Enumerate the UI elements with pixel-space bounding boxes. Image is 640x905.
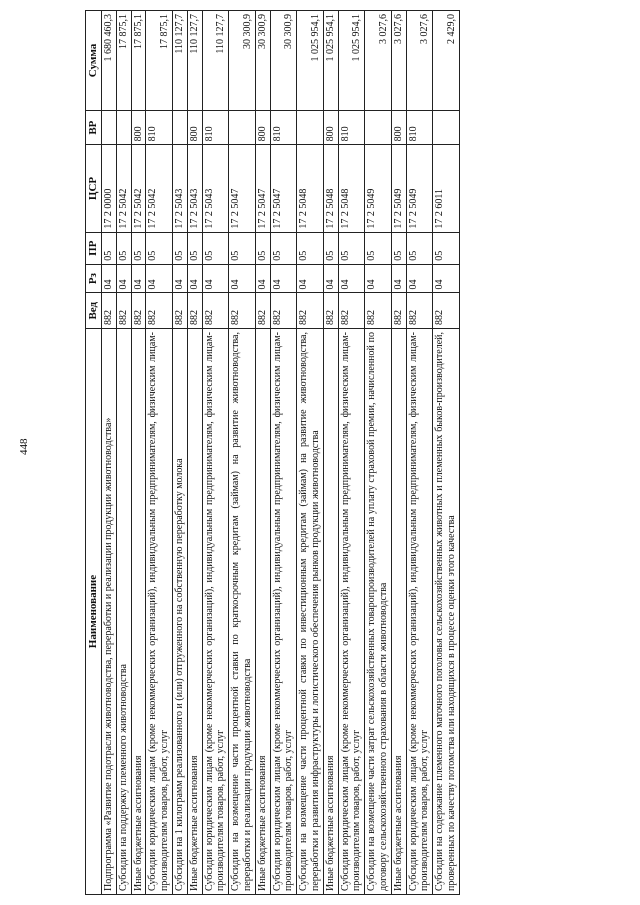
header-vr: ВР — [86, 110, 102, 144]
cell-vr — [172, 110, 187, 144]
cell-csr: 17 2 5047 — [229, 145, 256, 232]
cell-pr: 05 — [391, 232, 406, 264]
cell-csr: 17 2 5049 — [391, 145, 406, 232]
cell-pr: 05 — [172, 232, 187, 264]
cell-pr: 05 — [101, 232, 116, 264]
header-pr: ПР — [86, 232, 102, 264]
table-row — [406, 11, 433, 895]
table-row — [338, 11, 365, 895]
cell-name: Иные бюджетные ассигнования — [131, 329, 146, 895]
cell-vr: 810 — [406, 110, 433, 144]
cell-name: Субсидии юридическим лицам (кроме некоммерческих организаций), индивидуальным предпринимателям, физическим лицам-производителям товаров, работ, услуг — [406, 329, 433, 895]
table-row — [202, 11, 229, 895]
cell-csr: 17 2 5043 — [187, 145, 202, 232]
cell-pr: 05 — [338, 232, 365, 264]
cell-ved: 882 — [338, 293, 365, 329]
cell-pr: 05 — [323, 232, 338, 264]
table-row — [433, 11, 460, 895]
cell-vr — [365, 110, 392, 144]
cell-sum: 110 127,7 — [172, 11, 187, 111]
cell-ved: 882 — [202, 293, 229, 329]
cell-csr: 17 2 5048 — [338, 145, 365, 232]
cell-csr: 17 2 5042 — [116, 145, 131, 232]
cell-pr: 05 — [202, 232, 229, 264]
table-row — [270, 11, 297, 895]
cell-ved: 882 — [116, 293, 131, 329]
table-body — [101, 11, 459, 895]
cell-name: Иные бюджетные ассигнования — [255, 329, 270, 895]
cell-pr: 05 — [365, 232, 392, 264]
cell-pr: 05 — [406, 232, 433, 264]
cell-vr: 800 — [131, 110, 146, 144]
cell-csr: 17 2 5042 — [146, 145, 173, 232]
cell-ved: 882 — [433, 293, 460, 329]
cell-csr: 17 2 5047 — [255, 145, 270, 232]
cell-name: Субсидии на поддержку племенного животноводства — [116, 329, 131, 895]
cell-name: Субсидии юридическим лицам (кроме некоммерческих организаций), индивидуальным предпринимателям, физическим лицам-производителям товаров, работ, услуг — [146, 329, 173, 895]
page-number: 448 — [18, 438, 30, 455]
cell-sum: 17 875,1 — [146, 11, 173, 111]
cell-vr — [116, 110, 131, 144]
cell-rz: 04 — [270, 264, 297, 293]
budget-table-page — [85, 10, 635, 895]
header-ved: Вед — [86, 293, 102, 329]
cell-ved: 882 — [297, 293, 324, 329]
cell-vr: 810 — [146, 110, 173, 144]
cell-name: Субсидии юридическим лицам (кроме некоммерческих организаций), индивидуальным предпринимателям, физическим лицам-производителям товаров, работ, услуг — [202, 329, 229, 895]
table-header-row — [86, 11, 102, 895]
cell-sum: 1 025 954,1 — [323, 11, 338, 111]
cell-sum: 30 300,9 — [229, 11, 256, 111]
cell-name: Субсидии на возмещение части процентной ставки по инвестиционным кредитам (займам) на развитие животноводства, переработки и развития инфраструктуры и логистического обеспечения рынков продукции животноводства — [297, 329, 324, 895]
cell-name: Субсидии на возмещение части затрат сельскохозяйственных товаропроизводителей на уплату страховой премии, начисленной по договору сельскохозяйственного страхования в области животноводства — [365, 329, 392, 895]
cell-csr: 17 2 5049 — [406, 145, 433, 232]
cell-vr: 810 — [202, 110, 229, 144]
cell-name: Субсидии на возмещение части процентной ставки по краткосрочным кредитам (займам) на развитие животноводства, переработки и реализации продукции животноводства — [229, 329, 256, 895]
header-name: Наименование — [86, 329, 102, 895]
cell-ved: 882 — [187, 293, 202, 329]
cell-pr: 05 — [187, 232, 202, 264]
cell-name: Субсидии на содержание племенного маточного поголовья сельскохозяйственных животных и племенных быков-производителей, проверенных по качеству потомства или находящихся в процессе оценки этого качества — [433, 329, 460, 895]
table-row — [187, 11, 202, 895]
cell-rz: 04 — [131, 264, 146, 293]
cell-name: Иные бюджетные ассигнования — [323, 329, 338, 895]
budget-table — [85, 10, 460, 895]
cell-vr: 800 — [255, 110, 270, 144]
cell-vr: 800 — [391, 110, 406, 144]
cell-vr: 810 — [270, 110, 297, 144]
cell-ved: 882 — [131, 293, 146, 329]
rotated-table-container — [85, 10, 635, 895]
table-row — [323, 11, 338, 895]
cell-vr — [297, 110, 324, 144]
header-rz: Рз — [86, 264, 102, 293]
cell-ved: 882 — [406, 293, 433, 329]
cell-rz: 04 — [406, 264, 433, 293]
table-row — [297, 11, 324, 895]
cell-vr — [101, 110, 116, 144]
cell-ved: 882 — [270, 293, 297, 329]
table-row — [391, 11, 406, 895]
cell-rz: 04 — [202, 264, 229, 293]
cell-rz: 04 — [323, 264, 338, 293]
cell-rz: 04 — [146, 264, 173, 293]
cell-ved: 882 — [146, 293, 173, 329]
cell-vr — [229, 110, 256, 144]
cell-vr: 800 — [187, 110, 202, 144]
cell-sum: 110 127,7 — [202, 11, 229, 111]
cell-pr: 05 — [146, 232, 173, 264]
header-csr: ЦСР — [86, 145, 102, 232]
cell-pr: 05 — [255, 232, 270, 264]
cell-rz: 04 — [101, 264, 116, 293]
cell-vr: 800 — [323, 110, 338, 144]
cell-rz: 04 — [116, 264, 131, 293]
cell-rz: 04 — [255, 264, 270, 293]
cell-sum: 1 025 954,1 — [297, 11, 324, 111]
cell-pr: 05 — [297, 232, 324, 264]
table-row — [172, 11, 187, 895]
cell-sum: 1 680 460,3 — [101, 11, 116, 111]
cell-pr: 05 — [433, 232, 460, 264]
cell-rz: 04 — [433, 264, 460, 293]
cell-name: Субсидии юридическим лицам (кроме некоммерческих организаций), индивидуальным предпринимателям, физическим лицам-производителям товаров, работ, услуг — [338, 329, 365, 895]
table-row — [116, 11, 131, 895]
cell-rz: 04 — [365, 264, 392, 293]
table-row — [131, 11, 146, 895]
cell-csr: 17 2 5047 — [270, 145, 297, 232]
cell-ved: 882 — [323, 293, 338, 329]
cell-name: Иные бюджетные ассигнования — [391, 329, 406, 895]
cell-csr: 17 2 5048 — [297, 145, 324, 232]
cell-name: Подпрограмма «Развитие подотрасли животноводства, переработки и реализации продукции животноводства» — [101, 329, 116, 895]
cell-name: Иные бюджетные ассигнования — [187, 329, 202, 895]
cell-vr — [433, 110, 460, 144]
cell-pr: 05 — [229, 232, 256, 264]
cell-sum: 17 875,1 — [116, 11, 131, 111]
cell-csr: 17 2 0000 — [101, 145, 116, 232]
cell-sum: 3 027,6 — [406, 11, 433, 111]
cell-ved: 882 — [172, 293, 187, 329]
table-row — [146, 11, 173, 895]
table-row — [101, 11, 116, 895]
cell-rz: 04 — [338, 264, 365, 293]
cell-csr: 17 2 5049 — [365, 145, 392, 232]
cell-ved: 882 — [255, 293, 270, 329]
cell-ved: 882 — [391, 293, 406, 329]
header-sum: Сумма — [86, 11, 102, 111]
cell-sum: 17 875,1 — [131, 11, 146, 111]
cell-name: Субсидии юридическим лицам (кроме некоммерческих организаций), индивидуальным предпринимателям, физическим лицам-производителям товаров, работ, услуг — [270, 329, 297, 895]
table-row — [255, 11, 270, 895]
cell-sum: 30 300,9 — [255, 11, 270, 111]
cell-sum: 3 027,6 — [391, 11, 406, 111]
cell-csr: 17 2 5048 — [323, 145, 338, 232]
table-row — [229, 11, 256, 895]
cell-rz: 04 — [297, 264, 324, 293]
cell-csr: 17 2 5042 — [131, 145, 146, 232]
cell-ved: 882 — [229, 293, 256, 329]
cell-rz: 04 — [187, 264, 202, 293]
cell-csr: 17 2 6011 — [433, 145, 460, 232]
cell-rz: 04 — [391, 264, 406, 293]
cell-pr: 05 — [270, 232, 297, 264]
cell-sum: 3 027,6 — [365, 11, 392, 111]
cell-sum: 1 025 954,1 — [338, 11, 365, 111]
cell-ved: 882 — [365, 293, 392, 329]
cell-csr: 17 2 5043 — [202, 145, 229, 232]
cell-rz: 04 — [229, 264, 256, 293]
cell-rz: 04 — [172, 264, 187, 293]
cell-pr: 05 — [116, 232, 131, 264]
cell-name: Субсидии на 1 килограмм реализованного и (или) отгруженного на собственную переработку молока — [172, 329, 187, 895]
cell-sum: 2 429,0 — [433, 11, 460, 111]
table-row — [365, 11, 392, 895]
cell-sum: 30 300,9 — [270, 11, 297, 111]
cell-sum: 110 127,7 — [187, 11, 202, 111]
cell-ved: 882 — [101, 293, 116, 329]
cell-csr: 17 2 5043 — [172, 145, 187, 232]
cell-vr: 810 — [338, 110, 365, 144]
cell-pr: 05 — [131, 232, 146, 264]
